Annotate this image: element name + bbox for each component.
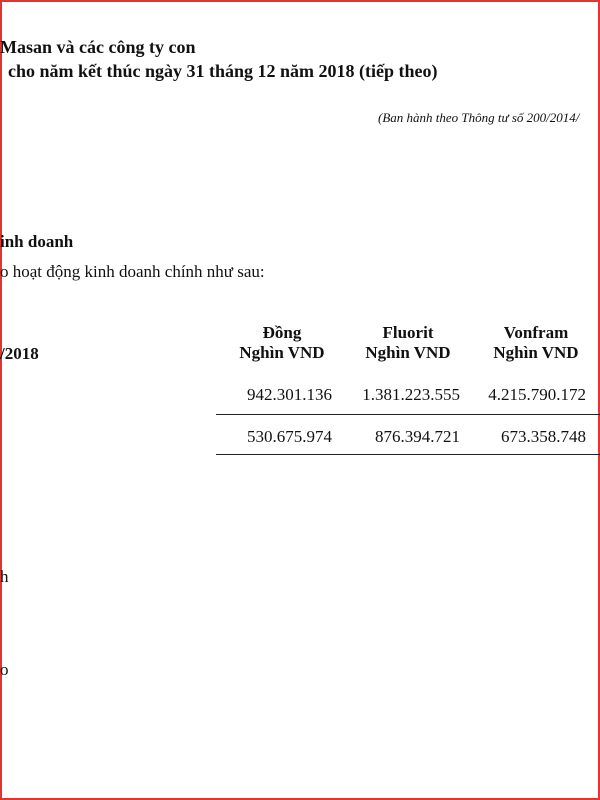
table-cell: 1.381.223.555 bbox=[362, 385, 460, 404]
column-header-fluorit bbox=[338, 323, 478, 363]
table-bottom-rule bbox=[216, 454, 600, 455]
table-cell: 4.215.790.172 bbox=[488, 385, 586, 404]
table-cell: 942.301.136 bbox=[247, 385, 332, 404]
period-subtitle: cho năm kết thúc ngày 31 tháng 12 năm 2018 (tiếp theo) bbox=[8, 61, 438, 81]
left-text-fragment: h bbox=[0, 567, 9, 586]
table-cell: 530.675.974 bbox=[247, 427, 332, 446]
section-intro: o hoạt động kinh doanh chính như sau: bbox=[0, 262, 265, 281]
column-unit: Nghìn VND bbox=[493, 343, 579, 362]
column-name: Đồng bbox=[262, 323, 302, 342]
column-name: Fluorit bbox=[382, 323, 434, 342]
table-divider bbox=[216, 414, 600, 415]
table-cell: 673.358.748 bbox=[501, 427, 586, 446]
table-cell: 876.394.721 bbox=[375, 427, 460, 446]
column-header-dong bbox=[212, 323, 352, 363]
section-heading: inh doanh bbox=[0, 232, 74, 251]
regulation-note: (Ban hành theo Thông tư số 200/2014/ bbox=[378, 110, 580, 125]
column-name: Vonfram bbox=[503, 323, 569, 342]
column-unit: Nghìn VND bbox=[365, 343, 451, 362]
company-title: Masan và các công ty con bbox=[0, 37, 196, 57]
left-text-fragment: o bbox=[0, 660, 9, 679]
table-row-heading: /2018 bbox=[0, 344, 39, 363]
column-header-vonfram bbox=[466, 323, 600, 363]
column-unit: Nghìn VND bbox=[239, 343, 325, 362]
